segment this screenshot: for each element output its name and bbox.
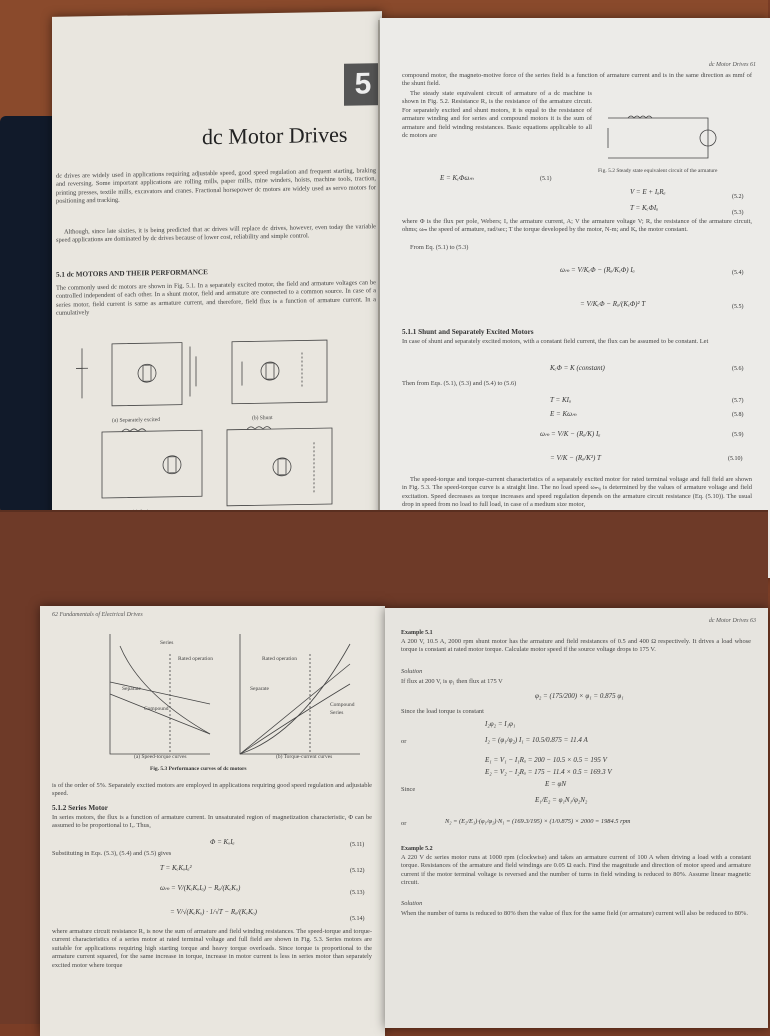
then-text: Then from Eqs. (5.1), (5.3) and (5.4) to (5.6): [402, 380, 517, 387]
eq-5-2: V = E + IₐRₐ: [630, 188, 666, 196]
eq-5-9: ωₘ = V/K − (Rₐ/K) Iₐ: [540, 430, 601, 438]
speed-torque-paragraph: The speed-torque and torque-current characteristics of a separately excited motor for rated terminal voltage and full field are shown in Fig. 5.3. The speed-torque curve is a straight line. The no load speed ωₘ₀ is determined by the values of armature voltage and field excitation. Speed decreases as torque increases and speed regulation depends on the armature circuit resistance (Eq. (5.10)). The usual drop in speed from no load to full load, in case of a medium size motor,: [402, 476, 752, 509]
since-label: Since: [401, 786, 416, 793]
eq-5-5-number: (5.5): [732, 304, 744, 310]
eq-5-13-number: (5.13): [350, 890, 365, 896]
solution-2-text: When the number of turns is reduced to 80% then the value of flux for the same field (or armature) current will also be reduced to 80%.: [401, 910, 748, 917]
eq-5-1-number: (5.1): [540, 176, 552, 182]
eq-5-3: T = KₑΦIₐ: [630, 204, 659, 212]
solution-line-7: E = φN: [545, 780, 567, 788]
running-header-62: 62 Fundamentals of Electrical Drives: [52, 612, 143, 618]
section-heading: 5.1 dc MOTORS AND THEIR PERFORMANCE: [56, 268, 208, 279]
circuit-shunt: [232, 340, 327, 404]
equivalent-circuit-paragraph: The steady state equivalent circuit of armature of a dc machine is shown in Fig. 5.2. Resistance Rₐ is the resistance of the armature circuit. For separately excited and shunt motors, it is equal to the resistance of armature winding and for series and compound motors it is the sum of armature and field winding resistances. Basic equations applicable to all dc motors are: [402, 90, 592, 140]
graph-b-label-compound: Compound: [330, 702, 355, 708]
or-label: or: [401, 738, 407, 745]
eq-5-4-number: (5.4): [732, 270, 744, 276]
circuit-compound: [227, 425, 332, 505]
solution-line-1: φ₂ = (175/200) × φ₁ = 0.875 φ₁: [535, 692, 624, 700]
eq-5-12: T = KₑKₒIₐ²: [160, 864, 192, 872]
circuit-separately-excited: [76, 342, 196, 406]
subsection-5-1-1: 5.1.1 Shunt and Separately Excited Motors: [402, 328, 534, 336]
eq-5-14-number: (5.14): [350, 916, 365, 922]
subcaption-a: (a) Separately excited: [112, 416, 160, 424]
running-header-63: dc Motor Drives 63: [708, 618, 756, 624]
where-paragraph: where Φ is the flux per pole, Webers; Iₐ the armature current, A; V the armature voltage V; Rₐ the resistance of the armature circuit, ohms; ωₘ the speed of armature, rad/sec; T the torque developed by the motor, N-m; and Kₑ the motor constant.: [402, 218, 752, 234]
eq-5-13: ωₘ = V/(KₑKₒIₐ) − Rₐ/(KₑKₒ): [160, 884, 241, 892]
fig-5-2-caption: Fig. 5.2 Steady state equivalent circuit of the armature: [598, 168, 718, 174]
good-regulation-paragraph: is of the order of 5%. Separately excited motors are employed in applications requiring good speed regulation and adjustable speed.: [52, 782, 372, 798]
example-5-2-title: Example 5.2: [401, 846, 433, 852]
eq-5-8-number: (5.8): [732, 412, 744, 418]
solution-line-5: E₁ = V₁ − I₁Rₐ = 200 − 10.5 × 0.5 = 195 V: [485, 756, 607, 764]
subcaption-speed-torque: (a) Speed-torque curves: [134, 754, 187, 760]
chapter-title: dc Motor Drives: [202, 121, 348, 150]
fig-5-2-circuit: [598, 100, 758, 170]
blue-book-cover: [0, 116, 54, 514]
fig-5-1-circuits: [52, 323, 382, 529]
top-photo: [0, 0, 768, 512]
eq-5-7: T = KIₐ: [550, 396, 572, 404]
page-62: [40, 606, 385, 1036]
eq-5-12-number: (5.12): [350, 868, 365, 874]
substituting-text: Substituting in Eqs. (5.3), (5.4) and (5.5) gives: [52, 850, 172, 857]
bottom-photo: [0, 512, 768, 1024]
running-header: dc Motor Drives 61: [708, 62, 756, 68]
subcaption-torque-current: (b) Torque-current curves: [276, 754, 333, 760]
eq-5-10: = V/K − (Rₐ/K²) T: [550, 454, 601, 462]
eq-5-1: E = KₑΦωₘ: [440, 174, 474, 182]
graph-b-label-separate: Separate: [250, 686, 269, 692]
page-63: [385, 608, 768, 1028]
solution-line-6: E₂ = V₂ − I₂Rₐ = 175 − 11.4 × 0.5 = 169.3 V: [485, 768, 612, 776]
eq-5-3-number: (5.3): [732, 210, 744, 216]
eq-5-14: = V/√(KₑKₒ) · 1/√T − Rₐ/(KₑKₒ): [170, 908, 258, 916]
fig-5-3-graphs: [50, 624, 380, 774]
graph-speed-torque: [110, 634, 210, 754]
eq-5-10-number: (5.10): [728, 456, 743, 462]
fig-5-3-caption: Fig. 5.3 Performance curves of dc motors: [150, 766, 247, 772]
from-eq-text: From Eq. (5.1) to (5.3): [410, 244, 469, 251]
or-label-2: or: [401, 820, 407, 827]
intro-paragraph-2: Although, since late sixties, it is being predicted that ac drives will replace dc drives, however, even today the variable speed applications are dominated by dc drives because of lower cost, reliability and simple control.: [56, 223, 376, 245]
subsection-5-1-1-paragraph: In case of shunt and separately excited motors, with a constant field current, the flux can be assumed to be constant. Let: [402, 338, 709, 345]
eq-5-4: ωₘ = V/KₑΦ − (Rₐ/KₑΦ) Iₐ: [560, 266, 635, 274]
example-5-1-title: Example 5.1: [401, 630, 433, 636]
page-chapter-opening: [52, 11, 382, 577]
solution-line-9: N₂ = (E₂/E₁)·(φ₁/φ₂)·N₁ = (169.3/195) × (1/0.875) × 2000 = 1984.5 rpm: [445, 818, 631, 825]
solution-line-0: If flux at 200 V, is φ₁ then flux at 175 V: [401, 678, 503, 685]
graph-a-label-rated: Rated operation: [178, 656, 213, 662]
solution-line-4: I₂ = (φ₁/φ₂) I₁ = 10.5/0.875 = 11.4 A: [485, 736, 588, 744]
graph-a-label-series: Series: [160, 640, 174, 646]
solution-line-8: E₁/E₂ = φ₁N₁/φ₂N₂: [535, 796, 588, 804]
solution-line-3: I₂φ₂ = I₁φ₁: [485, 720, 516, 728]
series-closing-paragraph: where armature circuit resistance Rₐ is now the sum of armature and field winding resistances. The speed-torque and torque-current characteristics of a series motor at rated terminal voltage and full field are shown in Fig. 5.3. Series motors are suitable for applications requiring high starting torque and heavy torque overloads. Since torque is proportional to the armature current squared, for the same increase in torque, increase in motor current is less in series motor than separately excited motor where torque: [52, 928, 372, 969]
eq-5-2-number: (5.2): [732, 194, 744, 200]
series-motor-paragraph: In series motors, the flux is a function of armature current. In unsaturated region of magnetization characteristic, Φ can be assumed to be proportional to Iₐ. Thus,: [52, 814, 372, 830]
subsection-5-1-2: 5.1.2 Series Motor: [52, 804, 108, 812]
graph-torque-current: [240, 634, 360, 754]
subcaption-b: (b) Shunt: [252, 415, 273, 422]
eq-5-6: KₑΦ = K (constant): [550, 364, 605, 372]
graph-a-label-separate: Separate: [122, 686, 141, 692]
circuit-series: [102, 428, 202, 498]
graph-b-label-series: Series: [330, 710, 344, 716]
example-5-2-text: A 220 V dc series motor runs at 1000 rpm (clockwise) and takes an armature current of 100 A when driving a load with a constant torque. Resistances of the armature and field windings are 0.05 Ω each. Find the magnitude and direction of motor speed and armature current if the motor terminal voltage is reversed and the number of turns in field winding is reduced to 80%. Assume linear magnetic circuit.: [401, 854, 751, 887]
chapter-number: 5: [344, 63, 382, 106]
graph-b-label-rated: Rated operation: [262, 656, 297, 662]
eq-5-11: Φ = KₒIₐ: [210, 838, 235, 846]
page-61: [380, 18, 770, 578]
solution-label: Solution: [401, 668, 423, 675]
solution-2-label: Solution: [401, 900, 423, 907]
compound-paragraph: compound motor, the magneto-motive force of the series field is a function of armature current and is in the same direction as mmf of the shunt field.: [402, 72, 752, 88]
eq-5-5: = V/KₑΦ − Rₐ/(KₑΦ)² T: [580, 300, 646, 308]
solution-line-2: Since the load torque is constant: [401, 708, 484, 715]
intro-paragraph-1: dc drives are widely used in applications requiring adjustable speed, good speed regulation and frequent starting, braking and reversing. Some important applications are rolling mills, paper mills, mine winders, hoists, machine tools, traction, printing presses, textile mills, excavators and cranes. Fractional horsepower dc motors are widely used as servo motors for positioning and tracking.: [56, 167, 376, 206]
eq-5-9-number: (5.9): [732, 432, 744, 438]
eq-5-11-number: (5.11): [350, 842, 365, 848]
graph-a-label-compound: Compound: [144, 706, 169, 712]
section-paragraph: The commonly used dc motors are shown in Fig. 5.1. In a separately excited motor, the field and armature voltages can be controlled independent of each other. In a shunt motor, field and armature are connected to a common source. In case of a series motor, field current is same as armature current, and therefore, field flux is a function of armature current. In a cumulatively: [56, 279, 376, 318]
example-5-1-text: A 200 V, 10.5 A, 2000 rpm shunt motor has the armature and field resistances of 0.5 and 400 Ω respectively. It drives a load whose torque is constant at rated motor torque. Calculate motor speed if the source voltage drops to 175 V.: [401, 638, 751, 654]
eq-5-8: E = Kωₘ: [550, 410, 577, 418]
eq-5-7-number: (5.7): [732, 398, 744, 404]
eq-5-6-number: (5.6): [732, 366, 744, 372]
